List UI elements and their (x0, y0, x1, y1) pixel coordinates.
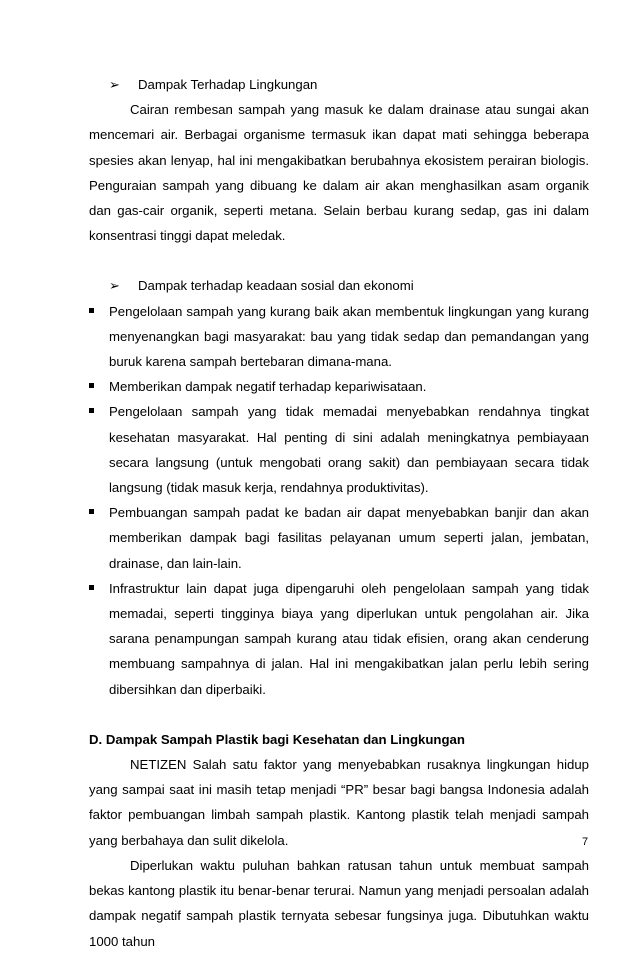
plastic-paragraph-1: NETIZEN Salah satu faktor yang menyebabkan rusaknya lingkungan hidup yang sampai saat ini masih tetap menjadi “PR” besar bagi bangsa Indonesia adalah faktor pembuangan limbah sampah plastik. Kantong plastik telah menjadi sampah yang berbahaya dan sulit dikelola. (89, 757, 589, 848)
square-bullet-icon (89, 408, 94, 413)
section-title: D. Dampak Sampah Plastik bagi Kesehatan dan Lingkungan (89, 731, 465, 747)
environment-paragraph: Cairan rembesan sampah yang masuk ke dalam drainase atau sungai akan mencemari air. Berbagai organisme termasuk ikan dapat mati sehingga beberapa spesies akan lenyap, hal ini mengakibatkan berubahnya ekosistem perairan biologis. Penguraian sampah yang dibuang ke dalam air akan menghasilkan asam organik dan gas-cair organik, seperti metana. Selain berbau kurang sedap, gas ini dalam konsentrasi tinggi dapat meledak. (89, 102, 589, 244)
spacer (89, 702, 589, 727)
square-bullet-icon (89, 308, 94, 313)
list-item-text: Infrastruktur lain dapat juga dipengaruhi oleh pengelolaan sampah yang tidak memadai, seperti tingginya biaya yang diperlukan untuk pengolahan air. Jika sarana penampungan sampah kurang atau tidak efisien, orang akan cenderung membuang sampahnya di jalan. Hal ini mengakibatkan jalan perlu lebih sering dibersihkan dan diperbaiki. (109, 580, 589, 697)
arrow-bullet-icon: ➢ (109, 278, 121, 294)
square-bullet-icon (89, 383, 94, 388)
list-item-text: Pembuangan sampah padat ke badan air dapat menyebabkan banjir dan akan memberikan dampak bagi fasilitas pelayanan umum seperti jalan, jembatan, drainase, dan lain-lain. (109, 505, 589, 571)
list-item (89, 576, 589, 702)
list-item-text: Pengelolaan sampah yang kurang baik akan membentuk lingkungan yang kurang menyenangkan bagi masyarakat: bau yang tidak sedap dan pemandangan yang buruk karena sampah bertebaran dimana-mana. (109, 303, 589, 370)
list-item-text: Memberikan dampak negatif terhadap kepariwisataan. (109, 379, 427, 395)
list-item-text: Pengelolaan sampah yang tidak memadai menyebabkan rendahnya tingkat kesehatan masyarakat. Hal penting di sini adalah meningkatnya pembiayaan secara langsung (untuk mengobati orang sakit) dan pembiayaan secara tidak langsung (tidak masuk kerja, rendahnya produktivitas). (109, 404, 589, 496)
subheading-social-economic (89, 273, 589, 298)
subheading-text: Dampak terhadap keadaan sosial dan ekonomi (138, 278, 414, 294)
impact-list (89, 299, 589, 702)
subheading-environment (89, 72, 589, 97)
list-item (89, 500, 589, 576)
plastic-paragraph-2: Diperlukan waktu puluhan bahkan ratusan tahun untuk membuat sampah bekas kantong plastik itu benar-benar terurai. Namun yang menjadi persoalan adalah dampak negatif sampah plastik ternyata sebesar fungsinya juga. Dibutuhkan waktu 1000 tahun (89, 857, 589, 949)
list-item (89, 399, 589, 500)
square-bullet-icon (89, 509, 94, 514)
page-number: 7 (582, 836, 589, 848)
page-content (89, 72, 589, 954)
list-item (89, 299, 589, 375)
spacer (89, 248, 589, 273)
square-bullet-icon (89, 585, 94, 590)
subheading-text: Dampak Terhadap Lingkungan (138, 77, 318, 92)
list-item (89, 374, 589, 399)
arrow-bullet-icon: ➢ (109, 77, 121, 92)
